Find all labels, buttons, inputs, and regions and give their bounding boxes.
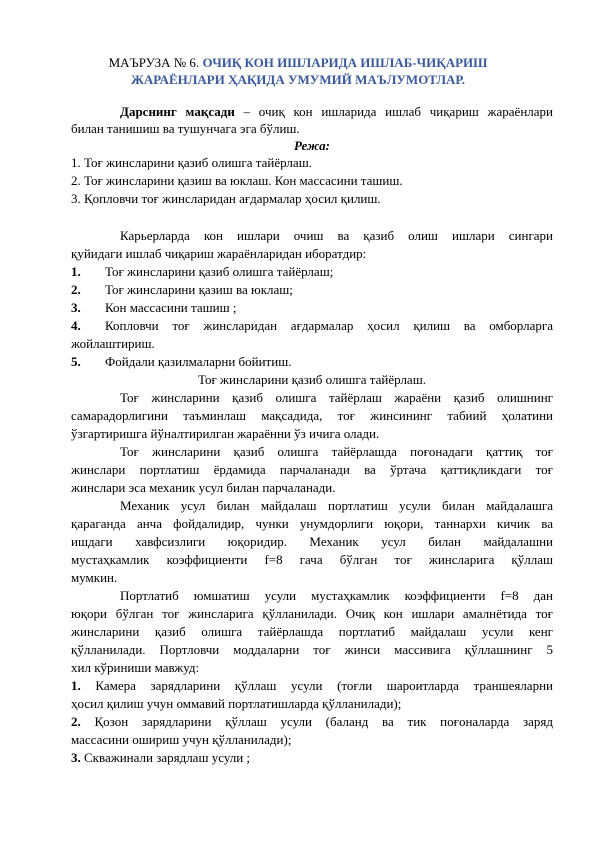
process-item: 1. Тоғ жинсларини қазиб олишга тайёрлаш; <box>71 264 334 279</box>
paragraph-line: жинсларини қазиб олишга тайёрлашда портлатиб майдалаш усули кенг <box>71 624 553 639</box>
paragraph-line: жинслари портлатиш ёрдамида парчаланади ва ўртача қаттиқликдаги тоғ <box>71 462 553 477</box>
paragraph-line: Тоғ жинсларини қазиб олишга тайёрлаш жараёни қазиб олишнинг <box>120 390 553 405</box>
paragraph-line: Тоғ жинсларини қазиб олишга тайёрлашда поғонадаги қаттиқ тоғ <box>120 444 553 459</box>
paragraph-line: жинслари эса механик усул билан парчаланади. <box>71 480 336 495</box>
paragraph-line: юқори бўлган тоғ жинсларига қўлланилади. Очиқ кон ишлари амалнётида тоғ <box>71 606 553 621</box>
process-item: 3. Кон массасини ташиш ; <box>71 300 237 315</box>
paragraph-line: қараганда анча фойдалидир, чунки унумдорлиги юқори, таннархи кичик ва <box>71 516 553 531</box>
method-item: 3. Скважинали зарядлаш усули ; <box>71 750 251 765</box>
paragraph-line: Портлатиб юмшатиш усули мустаҳкамлик коэффициенти f=8 дан <box>120 588 553 603</box>
method-item: 1. Камера зарядларини қўллаш усули (тоғли шароитларда траншеяларни <box>71 678 553 693</box>
process-item: 2. Тоғ жинсларини қазиш ва юклаш; <box>71 282 293 297</box>
goal-label: Дарснинг мақсади <box>120 104 235 119</box>
lecture-title <box>60 54 536 88</box>
process-item: 4. Копловчи тоғ жинсларидан ағдармалар ҳосил қилиш ва омборларга <box>71 318 553 333</box>
section-title: Тоғ жинсларини қазиб олишга тайёрлаш. <box>198 372 426 387</box>
plan-heading: Режа: <box>294 138 330 153</box>
paragraph-line: Механик усул билан майдалаш портлатиш усули билан майдалашга <box>120 498 553 513</box>
lecture-title-line1: ОЧИҚ КОН ИШЛАРИДА ИШЛАБ-ЧИҚАРИШ <box>202 55 488 70</box>
plan-item: 1. Тоғ жинсларини қазиб олишга тайёрлаш. <box>71 155 312 170</box>
plan-item: 3. Қопловчи тоғ жинсларидан ағдармалар ҳосил қилиш. <box>71 191 381 206</box>
goal-line-1: Дарснинг мақсади – очиқ кон ишларида ишлаб чиқариш жараёнлари <box>120 104 553 119</box>
intro-line-2: қуйидаги ишлаб чиқариш жараёнларидан иборатдир: <box>71 246 367 261</box>
method-item-continued: массасини ошириш учун қўлланилади); <box>71 732 292 747</box>
process-item: 5. Фойдали қазилмаларни бойитиш. <box>71 354 292 369</box>
lecture-number: МАЪРУЗА № 6. <box>108 55 203 70</box>
paragraph-line: мустаҳкамлик коэффициенти f=8 гача бўлган тоғ жинсларига қўллаш <box>71 552 553 567</box>
goal-line-2: билан танишиш ва тушунчага эга бўлиш. <box>71 121 300 136</box>
plan-item: 2. Тоғ жинсларини қазиш ва юклаш. Кон массасини ташиш. <box>71 173 403 188</box>
method-item-continued: ҳосил қилиш учун оммавий портлатишларда қўлланилади); <box>71 696 402 711</box>
process-item-continued: жойлаштириш. <box>71 336 155 351</box>
paragraph-line: қўлланилади. Портловчи моддаларни тоғ жинси массивига қўллашнинг 5 <box>71 642 553 657</box>
intro-line-1: Карьерларда кон ишлари очиш ва қазиб олиш ишлари сингари <box>120 228 553 243</box>
paragraph-line: ишдаги хавфсизлиги юқоридир. Механик усул билан майдалашни <box>71 534 553 549</box>
paragraph-line: самарадорлигини таъминлаш мақсадида, тоғ жинсининг табиий ҳолатини <box>71 408 553 423</box>
lecture-title-line2: ЖАРАЁНЛАРИ ҲАҚИДА УМУМИЙ МАЪЛУМОТЛАР. <box>131 72 465 87</box>
paragraph-line: хил кўриниши мавжуд: <box>71 660 200 675</box>
paragraph-line: ўзгартиришга йўналтирилган жараённи ўз ичига олади. <box>71 426 380 441</box>
paragraph-line: мумкин. <box>71 570 118 585</box>
method-item: 2. Қозон зарядларини қўллаш усули (баланд ва тик поғоналарда заряд <box>71 714 553 729</box>
